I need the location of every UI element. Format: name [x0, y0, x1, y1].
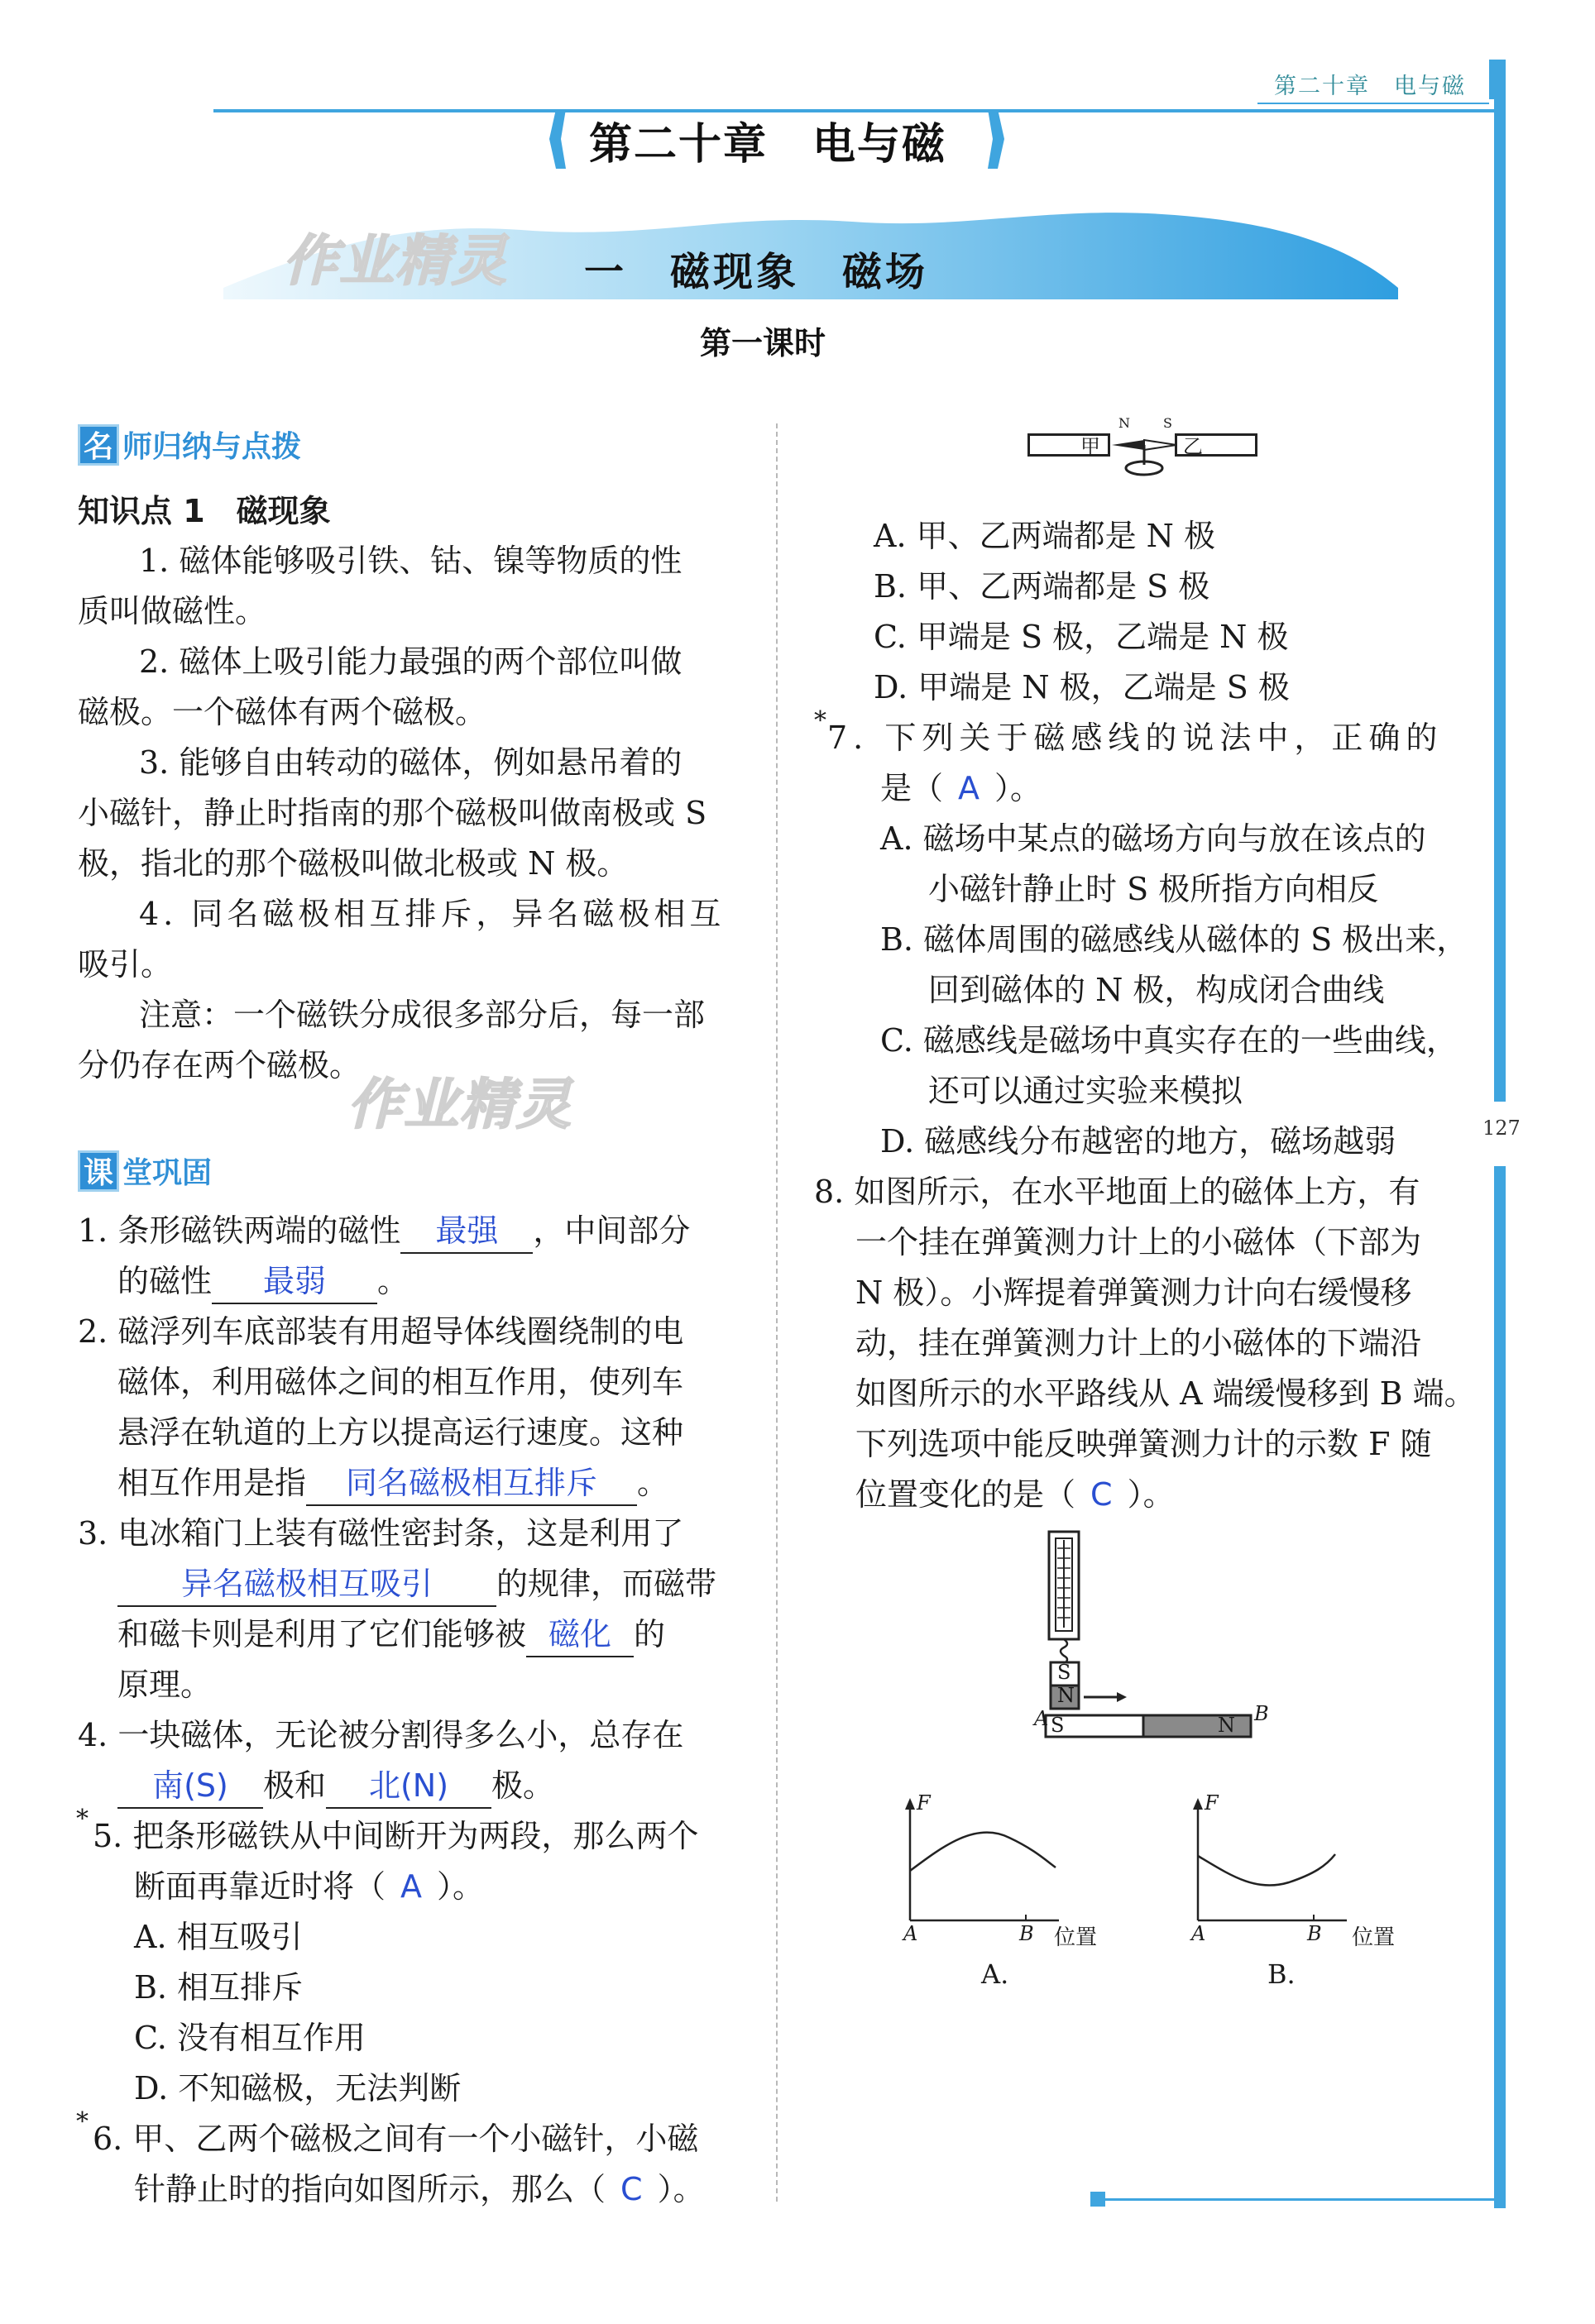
bar-magnet-s: S	[1051, 1714, 1065, 1737]
kp-line-7: 极，指北的那个磁极叫做北极或 N 极。	[78, 845, 629, 882]
q2-line-4: 相互作用是指 同名磁极相互排斥 。	[117, 1458, 668, 1509]
q5-option-a: A. 相互吸引	[134, 1919, 303, 1955]
q8-line-2: 一个挂在弹簧测力计上的小磁体（下部为	[855, 1224, 1422, 1260]
box-heading-teacher-text: 师归纳与点拨	[122, 430, 302, 464]
q1-answer-1: 最强	[435, 1212, 499, 1249]
right-border-bar-lower	[1494, 1166, 1506, 2208]
q6-line-1: 6. 甲、乙两个磁极之间有一个小磁针，小磁	[93, 2121, 699, 2157]
q2-answer: 同名磁极相互排斥	[346, 1465, 598, 1501]
column-divider	[776, 423, 778, 2202]
q6-line-2: 针静止时的指向如图所示，那么（ C ）。	[134, 2171, 705, 2207]
bottom-rule	[1105, 2198, 1494, 2201]
q8-line-4: 动，挂在弹簧测力计上的小磁体的下端沿	[855, 1325, 1422, 1361]
spring-scale	[1034, 1528, 1282, 1760]
bar-magnet-n: N	[1218, 1714, 1235, 1737]
q4-line-1: 4. 一块磁体，无论被分割得多么小，总存在	[78, 1717, 684, 1753]
graph-a-b-label: B	[1019, 1922, 1034, 1945]
q7-star: *	[814, 706, 826, 735]
q7-option-c-line-1: C. 磁感线是磁场中真实存在的一些曲线，	[880, 1022, 1458, 1059]
box-heading-practice	[78, 1150, 212, 1192]
chapter-bracket-left	[541, 106, 574, 172]
right-border-bar	[1494, 60, 1506, 1102]
q6-option-a: A. 甲、乙两端都是 N 极	[874, 518, 1216, 554]
box-heading-practice-char: 课	[78, 1150, 119, 1192]
q5-option-d: D. 不知磁极，无法判断	[134, 2070, 462, 2106]
bottom-marker	[1090, 2192, 1105, 2207]
q1-line-1: 1. 条形磁铁两端的磁性 最强 ，中间部分	[78, 1206, 690, 1256]
section-title: 一 磁现象 磁场	[584, 249, 929, 295]
watermark-top: 作业精灵	[283, 229, 508, 293]
graph-a-pos-label: 位置	[1054, 1925, 1098, 1950]
q5-line-1: 5. 把条形磁铁从中间断开为两段，那么两个	[93, 1818, 699, 1854]
q6-option-d: D. 甲端是 N 极，乙端是 S 极	[874, 669, 1290, 705]
q7-line-1: 7. 下列关于磁感线的说法中，正确的	[827, 720, 1444, 756]
needle-s-label: S	[1163, 415, 1172, 431]
kp-line-2: 质叫做磁性。	[78, 593, 267, 629]
graph-a	[893, 1791, 1109, 1990]
knowledge-point-title: 知识点 1 磁现象	[78, 493, 331, 529]
q8-figure	[1034, 1528, 1282, 1760]
graph-b-a-label: A	[1191, 1922, 1206, 1945]
q2-line-1: 2. 磁浮列车底部装有用超导体线圈绕制的电	[78, 1313, 684, 1350]
small-magnet-n: N	[1057, 1684, 1075, 1707]
kp-line-4: 磁极。一个磁体有两个磁极。	[78, 694, 487, 730]
kp-line-5: 3. 能够自由转动的磁体，例如悬吊着的	[139, 744, 683, 781]
q5-option-b: B. 相互排斥	[134, 1969, 304, 2006]
kp-line-1: 1. 磁体能够吸引铁、钴、镍等物质的性	[139, 543, 683, 579]
graph-b-f-label: F	[1205, 1791, 1219, 1815]
small-magnet-s: S	[1057, 1661, 1071, 1684]
graph-b-pos-label: 位置	[1352, 1925, 1396, 1950]
graph-a-a-label: A	[903, 1922, 918, 1945]
q4-line-2: 南(S) 极和 北(N) 极。	[117, 1761, 554, 1811]
q8-line-5: 如图所示的水平路线从 A 端缓慢移到 B 端。	[855, 1375, 1476, 1412]
q3-answer-1: 异名磁极相互吸引	[180, 1566, 433, 1602]
q1-line-2: 的磁性 最弱 。	[117, 1256, 409, 1307]
q3-line-1: 3. 电冰箱门上装有磁性密封条，这是利用了	[78, 1515, 684, 1552]
q6-answer: C	[620, 2171, 643, 2207]
q4-answer-1: 南(S)	[152, 1767, 228, 1804]
graph-b	[1181, 1791, 1413, 1990]
q5-answer: A	[400, 1868, 423, 1905]
q3-line-2: 异名磁极相互吸引 的规律，而磁带	[117, 1559, 716, 1609]
top-rule-thin	[1257, 103, 1489, 104]
graph-a-f-label: F	[917, 1791, 931, 1815]
q1-answer-2: 最弱	[263, 1263, 327, 1299]
chapter-bracket-right	[980, 106, 1013, 172]
q6-star: *	[76, 2107, 89, 2136]
q5-option-c: C. 没有相互作用	[134, 2020, 366, 2056]
magnet-jia-label: 甲	[1080, 435, 1100, 458]
q7-option-d: D. 磁感线分布越密的地方，磁场越弱	[880, 1123, 1396, 1160]
graph-b-option: B.	[1267, 1958, 1296, 1990]
kp-line-6: 小磁针，静止时指南的那个磁极叫做南极或 S	[78, 795, 707, 831]
q2-line-2: 磁体，利用磁体之间的相互作用，使列车	[117, 1364, 684, 1400]
needle-n-label: N	[1118, 415, 1130, 431]
q6-option-c: C. 甲端是 S 极，乙端是 N 极	[874, 619, 1289, 655]
q7-line-2: 是（ A ）。	[880, 770, 1042, 806]
q5-line-2: 断面再靠近时将（ A ）。	[134, 1868, 485, 1905]
point-a-label: A	[1034, 1707, 1049, 1730]
q8-line-3: N 极）。小辉提着弹簧测力计向右缓慢移	[855, 1274, 1412, 1311]
chapter-title: 第二十章 电与磁	[589, 120, 947, 170]
q7-option-a-line-2: 小磁针静止时 S 极所指方向相反	[928, 871, 1379, 907]
q6-figure	[1027, 415, 1259, 488]
box-heading-teacher-char: 名	[78, 424, 119, 466]
page-number: 127	[1482, 1117, 1521, 1140]
q3-line-3: 和磁卡则是利用了它们能够被 磁化 的	[117, 1609, 665, 1660]
q6-option-b: B. 甲、乙两端都是 S 极	[874, 568, 1210, 605]
q7-option-b-line-1: B. 磁体周围的磁感线从磁体的 S 极出来，	[880, 921, 1468, 958]
right-border-tab	[1489, 60, 1506, 99]
box-heading-practice-text: 堂巩固	[122, 1156, 213, 1190]
point-b-label: B	[1254, 1702, 1269, 1725]
lesson-title: 第一课时	[700, 325, 826, 361]
q3-answer-2: 磁化	[548, 1616, 612, 1652]
q4-answer-2: 北(N)	[368, 1767, 449, 1804]
q7-option-b-line-2: 回到磁体的 N 极，构成闭合曲线	[928, 972, 1385, 1008]
kp-line-3: 2. 磁体上吸引能力最强的两个部位叫做	[139, 643, 683, 680]
kp-note-line-2: 分仍存在两个磁极。	[78, 1047, 362, 1083]
q8-line-6: 下列选项中能反映弹簧测力计的示数 F 随	[855, 1426, 1432, 1462]
running-head: 第二十章 电与磁	[1274, 74, 1466, 99]
kp-line-9: 吸引。	[78, 946, 173, 983]
q7-option-a-line-1: A. 磁场中某点的磁场方向与放在该点的	[880, 820, 1426, 857]
q7-answer: A	[958, 770, 980, 806]
q5-star: *	[76, 1805, 89, 1834]
q8-line-1: 8. 如图所示，在水平地面上的磁体上方，有	[814, 1174, 1420, 1210]
q2-line-3: 悬浮在轨道的上方以提高运行速度。这种	[117, 1414, 684, 1451]
kp-note-line-1: 注意：一个磁铁分成很多部分后，每一部	[139, 997, 706, 1033]
watermark-middle: 作业精灵	[347, 1073, 572, 1136]
graph-b-b-label: B	[1307, 1922, 1322, 1945]
kp-line-8: 4. 同名磁极相互排斥，异名磁极相互	[139, 896, 726, 932]
compass-needle	[1107, 430, 1181, 485]
graph-a-option: A.	[981, 1958, 1009, 1990]
q7-option-c-line-2: 还可以通过实验来模拟	[928, 1073, 1243, 1109]
q8-answer: C	[1090, 1476, 1113, 1513]
q3-line-4: 原理。	[117, 1666, 213, 1703]
magnet-yi-label: 乙	[1183, 435, 1203, 458]
q8-line-7: 位置变化的是（ C ）。	[855, 1476, 1175, 1513]
box-heading-teacher	[78, 423, 301, 466]
